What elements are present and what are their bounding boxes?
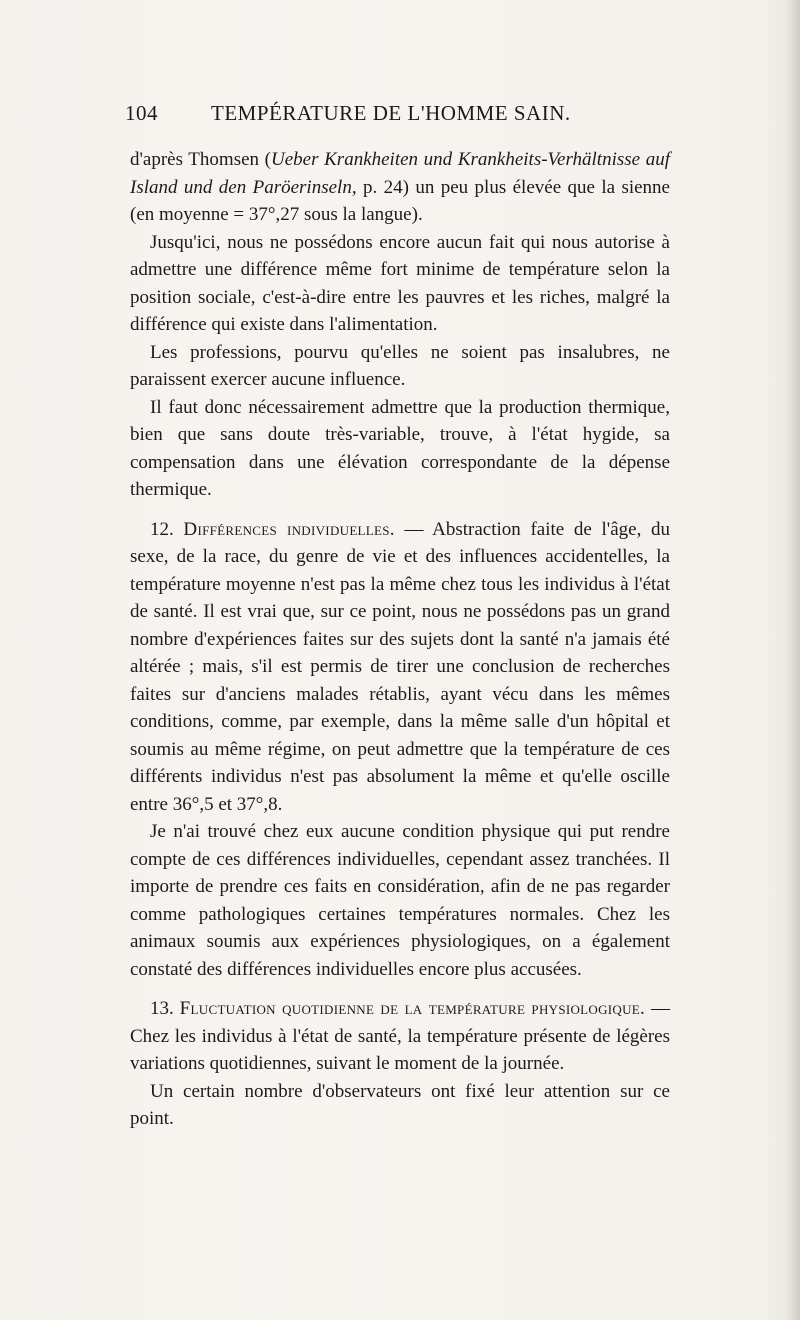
body-text bbox=[130, 146, 670, 1133]
citation-title: Ueber Krankheiten und Krankheits-Verhältnisse auf Island und den Paröerinseln bbox=[130, 149, 670, 198]
running-title: TEMPÉRATURE DE L'HOMME SAIN. bbox=[211, 101, 571, 125]
section-13: 13. Fluctuation quotidienne de la température physiologique. — Chez les individus à l'état de santé, la température présente de légères variations quotidiennes, suivant le moment de la journée. bbox=[130, 998, 670, 1074]
paragraph-observers: Un certain nombre d'observateurs ont fixé leur attention sur ce point. bbox=[130, 1080, 670, 1129]
page-edge-shadow bbox=[786, 0, 800, 1320]
section-number: 12. bbox=[150, 518, 174, 540]
section-number: 13. bbox=[150, 998, 174, 1019]
paragraph-professions: Les professions, pourvu qu'elles ne soient pas insalubres, ne paraissent exercer aucune influence. bbox=[130, 341, 670, 390]
page-number: 104 bbox=[125, 101, 158, 125]
paragraph-social-position: Jusqu'ici, nous ne possédons encore aucun fait qui nous autorise à admettre une différence même fort minime de température selon la position sociale, c'est-à-dire entre les pauvres et les riches, malgré la différence qui existe dans l'alimentation. bbox=[130, 231, 670, 335]
running-head bbox=[125, 101, 670, 131]
paragraph-individual-differences: Je n'ai trouvé chez eux aucune condition physique qui put rendre compte de ces différences individuelles, cependant assez tranchées. Il importe de prendre ces faits en considération, afin de ne pas regarder comme pathologiques certaines températures normales. Chez les animaux soumis aux expériences physiologiques, on a également constaté des différences individuelles encore plus accusées. bbox=[130, 821, 670, 980]
section-heading: Différences individuelles. bbox=[183, 518, 395, 540]
paragraph-thermic-production: Il faut donc nécessairement admettre que la production thermique, bien que sans doute très-variable, trouve, à l'état hygide, sa compensation dans une élévation correspondante de la dépense thermique. bbox=[130, 396, 670, 500]
section-heading: Fluctuation quotidienne de la température physiologique. bbox=[179, 998, 646, 1019]
section-12: 12. Différences individuelles. — Abstraction faite de l'âge, du sexe, de la race, du genre de vie et des influences accidentelles, la température moyenne n'est pas la même chez tous les individus à l'état de santé. Il est vrai que, sur ce point, nous ne possédons pas un grand nombre d'expériences faites sur des sujets dont la santé n'a jamais été altérée ; mais, s'il est permis de tirer une conclusion de recherches faites sur d'anciens malades rétablis, ayant vécu dans les mêmes conditions, comme, par exemple, dans la même salle d'un hôpital et soumis au même régime, on peut admettre que la température de ces différents individus n'est pas absolument la même et qu'elle oscille entre 36°,5 et 37°,8. bbox=[130, 518, 670, 815]
paragraph-thomsen: d'après Thomsen (Ueber Krankheiten und Krankheits-Verhältnisse auf Island und den Paröerinseln, p. 24) un peu plus élevée que la sienne (en moyenne = 37°,27 sous la langue). bbox=[130, 149, 670, 225]
